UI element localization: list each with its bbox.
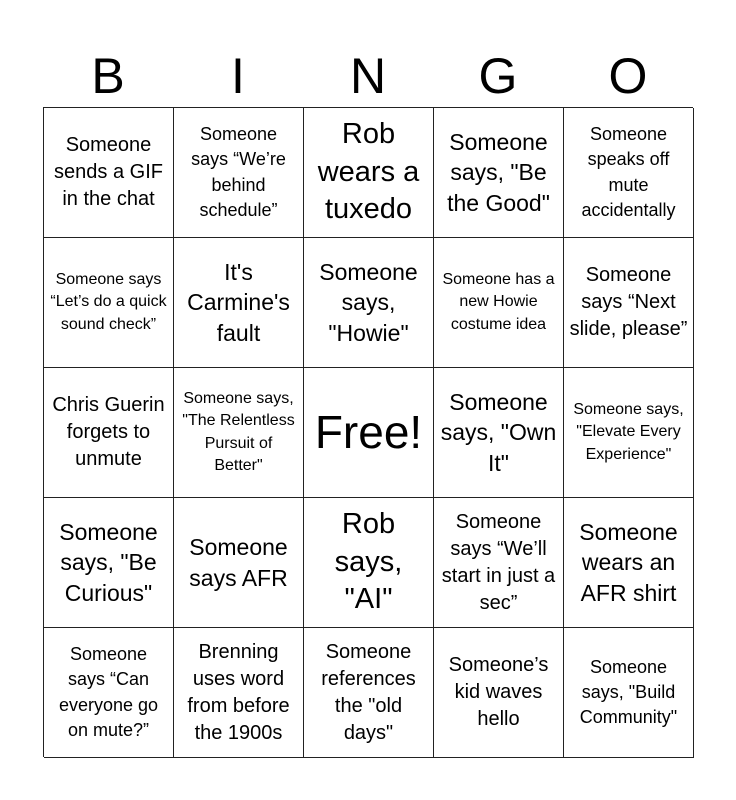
bingo-cell[interactable] (434, 108, 564, 238)
cell-text: Someone says “Let’s do a quick sound check” (50, 270, 167, 333)
cell-text: Chris Guerin forgets to unmute (52, 394, 165, 470)
cell-text: Someone references the "old days" (321, 640, 416, 744)
cell-text: Rob says, "AI" (334, 507, 403, 616)
bingo-cell[interactable] (434, 498, 564, 628)
cell-text: Someone says “Can everyone go on mute?” (58, 644, 159, 740)
bingo-cell[interactable] (564, 628, 694, 758)
bingo-cell[interactable] (174, 108, 304, 238)
bingo-cell[interactable] (44, 498, 174, 628)
cell-text: Someone says, "Build Community" (579, 656, 678, 728)
cell-text: Someone sends a GIF in the chat (54, 134, 163, 210)
cell-text: Someone wears an AFR shirt (579, 518, 678, 606)
cell-text: Someone has a new Howie costume idea (442, 270, 555, 333)
bingo-cell[interactable] (434, 628, 564, 758)
bingo-board (43, 107, 693, 757)
cell-text: Someone says, "Be the Good" (447, 128, 550, 216)
cell-text: Someone says, "Be Curious" (59, 518, 158, 606)
cell-text: Someone says “We’ll start in just a sec” (441, 510, 556, 614)
cell-text: Someone says AFR (189, 534, 288, 591)
bingo-cell[interactable] (304, 238, 434, 368)
bingo-cell[interactable] (44, 108, 174, 238)
bingo-cell[interactable] (44, 368, 174, 498)
bingo-cell[interactable] (304, 628, 434, 758)
cell-text: Someone’s kid waves hello (448, 654, 549, 730)
free-space[interactable] (304, 368, 434, 498)
cell-text: Brenning uses word from before the 1900s (187, 640, 290, 744)
bingo-cell[interactable] (434, 368, 564, 498)
bingo-cell[interactable] (564, 238, 694, 368)
free-space-label: Free! (314, 405, 423, 458)
header-letter-n: N (349, 48, 387, 104)
cell-text: Someone says “We’re behind schedule” (191, 124, 286, 220)
cell-text: Someone says, "Howie" (319, 258, 418, 346)
bingo-cell[interactable] (174, 628, 304, 758)
cell-text: Someone says, "The Relentless Pursuit of Better" (182, 389, 295, 474)
bingo-cell[interactable] (44, 238, 174, 368)
bingo-header (43, 44, 693, 108)
bingo-cell[interactable] (44, 628, 174, 758)
cell-text: Someone says “Next slide, please” (569, 264, 688, 340)
cell-text: Someone says, "Elevate Every Experience" (573, 400, 684, 463)
bingo-cell[interactable] (304, 498, 434, 628)
header-letter-b: B (91, 48, 125, 104)
cell-text: Someone speaks off mute accidentally (581, 124, 676, 220)
bingo-cell[interactable] (564, 108, 694, 238)
bingo-cell[interactable] (434, 238, 564, 368)
header-letter-i: I (231, 48, 245, 104)
bingo-cell[interactable] (174, 498, 304, 628)
cell-text: Rob wears a tuxedo (317, 117, 420, 226)
bingo-cell[interactable] (174, 238, 304, 368)
bingo-cell[interactable] (564, 498, 694, 628)
bingo-cell[interactable] (174, 368, 304, 498)
header-letter-g: G (478, 48, 518, 104)
cell-text: It's Carmine's fault (187, 258, 290, 346)
bingo-cell[interactable] (564, 368, 694, 498)
cell-text: Someone says, "Own It" (440, 388, 557, 476)
bingo-cell[interactable] (304, 108, 434, 238)
header-letter-o: O (608, 48, 648, 104)
